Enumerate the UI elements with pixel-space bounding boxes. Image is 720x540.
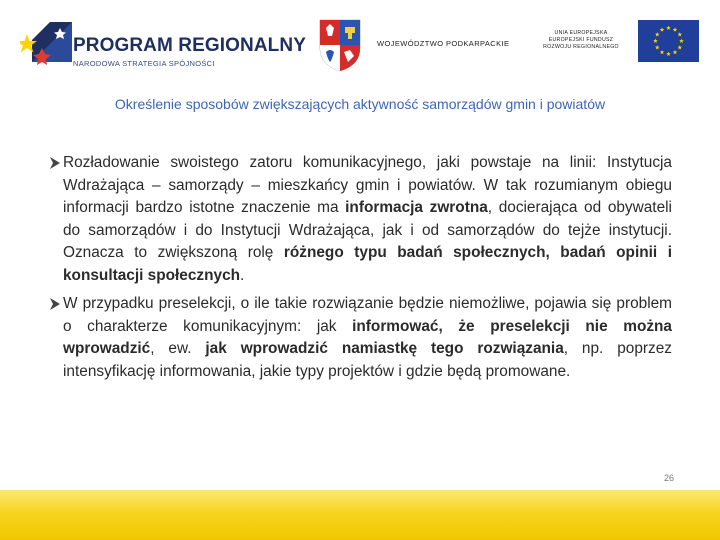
page-number: 26 — [664, 473, 675, 483]
arrow-bullet-icon — [49, 156, 61, 170]
eu-fund-label — [532, 30, 630, 51]
bullet-list — [52, 152, 672, 389]
bullet-text-1: Rozładowanie swoistego zatoru komunikacyjnego, jaki powstaje na linii: Instytucja Wdrażająca – samorządy – mieszkańcy gmin i powiatów. W tak rozumianym obiegu informacji bardzo istotne znaczenie ma informacja zwrotna, docierająca od obywateli do samorządów i do Instytucji Wdrażająca, jak i od samorządów do tejże instytucji. Oznacza to zwiększoną rolę różnego typu badań społecznych, badań opinii i konsultacji społecznych. — [63, 154, 672, 284]
podkarpackie-crest-icon — [318, 18, 362, 72]
program-regionalny-mark-icon — [20, 14, 74, 72]
program-regionalny-logo — [20, 14, 306, 74]
slide-title: Określenie sposobów zwiększających aktywność samorządów gmin i powiatów — [114, 96, 606, 112]
bullet-item-1 — [52, 152, 672, 287]
eu-line-1: UNIA EUROPEJSKA — [554, 30, 608, 36]
eu-line-3: ROZWOJU REGIONALNEGO — [543, 44, 619, 50]
voivodeship-label: WOJEWÓDZTWO PODKARPACKIE — [377, 39, 510, 48]
emphasis-namiastke: jak wprowadzić namiastkę tego rozwiązania — [205, 340, 564, 357]
emphasis-informowac: informować, że preselekcji nie można wprowadzić — [63, 317, 672, 357]
eu-line-2: EUROPEJSKI FUNDUSZ — [548, 37, 614, 43]
program-regionalny-name: PROGRAM REGIONALNY — [73, 35, 306, 56]
footer-band — [0, 490, 720, 540]
emphasis-informacja-zwrotna: informacja zwrotna — [345, 199, 488, 216]
bullet-item-2 — [52, 293, 672, 383]
emphasis-badan-spolecznych: różnego typu badań społecznych, badań opinii i konsultacji społecznych — [63, 244, 672, 284]
eu-flag-icon — [638, 20, 699, 62]
program-regionalny-subtitle: NARODOWA STRATEGIA SPÓJNOŚCI — [73, 59, 215, 68]
bullet-text-2: W przypadku preselekcji, o ile takie rozwiązanie będzie niemożliwe, pojawia się problem o charakterze komunikacyjnym: jak informować, że preselekcji nie można wprowadzić, ew. jak wprowadzić namiastkę tego rozwiązania, np. poprzez intensyfikację informowania, jakie typy projektów i gdzie będą promowane. — [63, 295, 672, 380]
arrow-bullet-icon — [49, 297, 61, 311]
